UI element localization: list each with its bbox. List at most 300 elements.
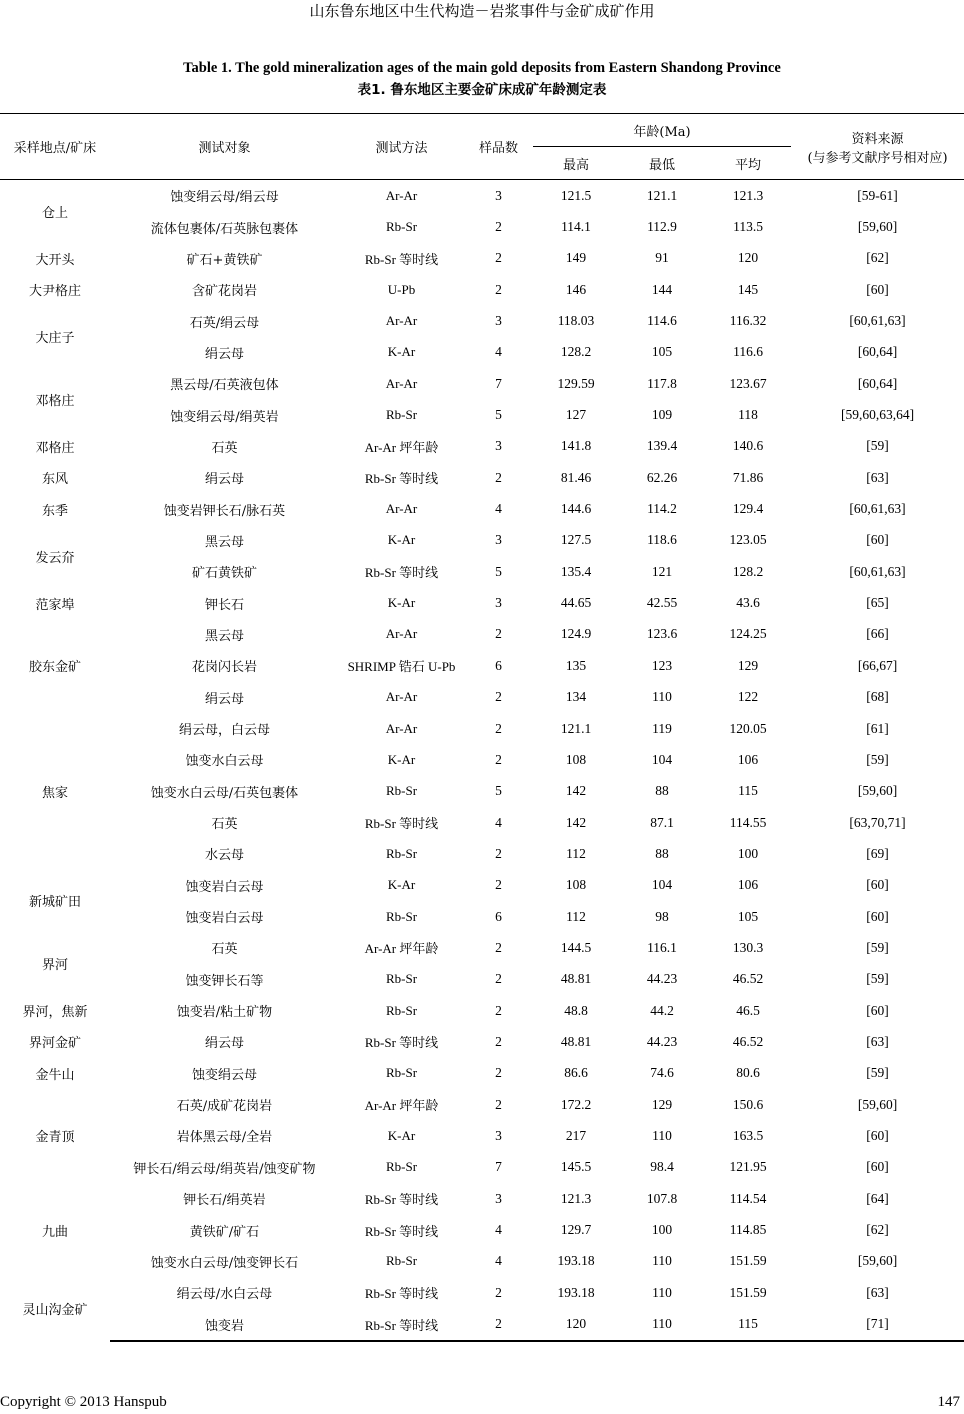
source-cell: [60] — [866, 1002, 889, 1018]
avg-cell: 46.52 — [732, 971, 764, 987]
max-cell: 108 — [565, 877, 587, 893]
object-cell: 岩体黑云母/全岩 — [176, 1130, 273, 1146]
header-min: 最低 — [619, 147, 705, 180]
max-cell: 81.46 — [560, 469, 592, 485]
count-cell: 7 — [495, 375, 502, 391]
header-method: 测试方法 — [339, 114, 464, 180]
object-cell: 蚀变岩白云母 — [185, 879, 264, 895]
method-cell: Rb-Sr — [385, 1002, 418, 1018]
method-cell: SHRIMP 锆石 U-Pb — [347, 659, 456, 675]
count-cell: 2 — [495, 971, 502, 987]
source-cell: [62] — [866, 1222, 889, 1238]
table-row — [0, 431, 964, 462]
max-cell: 217 — [565, 1127, 587, 1143]
avg-cell: 151.59 — [729, 1284, 767, 1300]
method-cell: Ar-Ar 坪年龄 — [364, 1098, 439, 1114]
count-cell: 2 — [495, 626, 502, 642]
site-cell: 界河，焦新 — [22, 1005, 88, 1021]
table-row — [0, 211, 964, 242]
copyright-footer: Copyright © 2013 Hanspub — [0, 1394, 167, 1410]
avg-cell: 163.5 — [732, 1127, 764, 1143]
source-cell: [61] — [866, 720, 889, 736]
avg-cell: 150.6 — [732, 1096, 764, 1112]
max-cell: 141.8 — [560, 438, 592, 454]
max-cell: 121.5 — [560, 187, 592, 203]
count-cell: 5 — [495, 563, 502, 579]
min-cell: 110 — [652, 1284, 672, 1300]
table-row — [0, 1120, 964, 1151]
max-cell: 193.18 — [557, 1284, 595, 1300]
method-cell: Ar-Ar — [385, 626, 418, 642]
avg-cell: 116.6 — [733, 344, 763, 360]
source-cell: [71] — [791, 1308, 964, 1340]
min-cell: 87.1 — [650, 814, 674, 830]
object-cell: 绢云母，白云母 — [178, 723, 270, 739]
page-number: 147 — [937, 1394, 960, 1410]
object-cell: 黑云母/石英液包体 — [170, 378, 279, 394]
method-cell: Ar-Ar — [385, 720, 418, 736]
source-cell: [63] — [866, 1033, 889, 1049]
method-cell: Rb-Sr 等时线 — [364, 471, 439, 487]
object-cell: 绢云母 — [204, 472, 244, 488]
count-cell: 5 — [495, 407, 502, 423]
object-cell: 石英 — [211, 817, 238, 833]
min-cell: 98 — [655, 908, 669, 924]
method-cell: Ar-Ar — [385, 187, 418, 203]
max-cell: 121.3 — [560, 1190, 592, 1206]
header-source-line1: 资料来源 — [851, 131, 904, 147]
min-cell: 117.8 — [647, 375, 677, 391]
table-row — [0, 1152, 964, 1183]
avg-cell: 116.32 — [729, 313, 767, 329]
min-cell: 116.1 — [647, 939, 677, 955]
object-cell: 石英/成矿花岗岩 — [176, 1099, 273, 1115]
max-cell: 135.4 — [560, 563, 592, 579]
site-cell: 邓格庄 — [35, 393, 75, 409]
avg-cell: 71.86 — [732, 469, 764, 485]
header-avg: 平均 — [705, 147, 791, 180]
avg-cell: 120 — [737, 250, 759, 266]
min-cell: 121 — [651, 563, 673, 579]
table-row — [0, 556, 964, 587]
site-cell: 九曲 — [41, 1224, 68, 1240]
method-cell: Rb-Sr — [385, 908, 418, 924]
table-row — [0, 1246, 964, 1277]
max-cell: 134 — [565, 689, 587, 705]
min-cell: 118.6 — [647, 532, 677, 548]
avg-cell: 118 — [738, 407, 758, 423]
site-cell: 金牛山 — [35, 1067, 75, 1083]
avg-cell: 129.4 — [732, 501, 764, 517]
table-row — [0, 587, 964, 618]
object-cell: 花岗闪长岩 — [191, 660, 257, 676]
min-cell: 98.4 — [650, 1159, 674, 1175]
source-cell: [60] — [866, 877, 889, 893]
table-row — [0, 368, 964, 399]
header-count: 样品数 — [464, 114, 533, 180]
object-cell: 流体包裹体/石英脉包裹体 — [150, 221, 299, 237]
table-row — [0, 493, 964, 524]
source-cell: [65] — [866, 595, 889, 611]
max-cell: 193.18 — [557, 1253, 595, 1269]
method-cell: K-Ar — [387, 877, 416, 893]
source-cell: [66,67] — [857, 657, 898, 673]
max-cell: 124.9 — [560, 626, 592, 642]
count-cell: 6 — [495, 908, 502, 924]
method-cell: Rb-Sr 等时线 — [364, 1192, 439, 1208]
table-row — [0, 776, 964, 807]
table-row — [0, 838, 964, 869]
header-max: 最高 — [533, 147, 619, 180]
min-cell: 119 — [652, 720, 672, 736]
table-row — [0, 1308, 964, 1340]
source-cell: [60,61,63] — [849, 501, 906, 517]
method-cell: Rb-Sr 等时线 — [364, 1286, 439, 1302]
method-cell: Ar-Ar — [385, 375, 418, 391]
avg-cell: 43.6 — [736, 595, 760, 611]
max-cell: 127 — [565, 407, 587, 423]
min-cell: 129 — [651, 1096, 673, 1112]
object-cell: 蚀变水白云母/石英包裹体 — [150, 785, 299, 801]
object-cell: 黑云母 — [204, 534, 244, 550]
object-cell: 绢云母 — [204, 691, 244, 707]
avg-cell: 106 — [737, 751, 759, 767]
site-cell: 仓上 — [41, 205, 68, 221]
method-cell: Ar-Ar — [385, 313, 418, 329]
method-cell: Rb-Sr 等时线 — [364, 816, 439, 832]
min-cell: 110 — [652, 1127, 672, 1143]
object-cell: 含矿花岗岩 — [191, 284, 257, 300]
method-cell: Rb-Sr — [385, 407, 418, 423]
method-cell: K-Ar — [387, 751, 416, 767]
method-cell: K-Ar — [387, 532, 416, 548]
method-cell: Rb-Sr — [385, 971, 418, 987]
table-row — [0, 1058, 964, 1089]
count-cell: 4 — [495, 1222, 502, 1238]
header-site: 采样地点/矿床 — [0, 114, 110, 180]
source-cell: [60] — [866, 1127, 889, 1143]
avg-cell: 120.05 — [729, 720, 767, 736]
min-cell: 114.2 — [647, 501, 677, 517]
object-cell: 蚀变岩/粘土矿物 — [176, 1005, 273, 1021]
table-row — [0, 337, 964, 368]
max-cell: 120 — [533, 1308, 619, 1340]
avg-cell: 46.5 — [736, 1002, 760, 1018]
count-cell: 2 — [495, 877, 502, 893]
max-cell: 144.5 — [560, 939, 592, 955]
site-cell: 灵山沟金矿 — [22, 1303, 88, 1319]
count-cell: 6 — [495, 657, 502, 673]
object-cell: 矿石黄铁矿 — [191, 566, 257, 582]
table-row — [0, 870, 964, 901]
count-cell: 3 — [495, 313, 502, 329]
min-cell: 44.2 — [650, 1002, 674, 1018]
source-cell: [59] — [866, 438, 889, 454]
max-cell: 146 — [565, 281, 587, 297]
min-cell: 44.23 — [646, 971, 678, 987]
method-cell: Rb-Sr — [385, 1253, 418, 1269]
table-row — [0, 525, 964, 556]
avg-cell: 124.25 — [729, 626, 767, 642]
source-cell: [63] — [866, 1284, 889, 1300]
min-cell: 42.55 — [646, 595, 678, 611]
site-cell: 大庄子 — [35, 331, 75, 347]
site-cell: 东季 — [41, 503, 68, 519]
min-cell: 121.1 — [646, 187, 678, 203]
table-row — [0, 1277, 964, 1308]
avg-cell: 129 — [737, 657, 759, 673]
source-cell: [59,60] — [857, 219, 898, 235]
table-row — [0, 744, 964, 775]
count-cell: 3 — [495, 1127, 502, 1143]
method-cell: Ar-Ar 坪年龄 — [364, 941, 439, 957]
count-cell: 2 — [464, 1308, 533, 1340]
source-cell: [60] — [866, 532, 889, 548]
count-cell: 2 — [495, 1284, 502, 1300]
site-cell: 范家埠 — [35, 597, 75, 613]
min-cell: 100 — [651, 1222, 673, 1238]
min-cell: 112.9 — [647, 219, 677, 235]
header-age: 年龄(Ma) — [533, 114, 791, 147]
max-cell: 142 — [565, 783, 587, 799]
max-cell: 144.6 — [560, 501, 592, 517]
min-cell: 88 — [655, 845, 669, 861]
max-cell: 112 — [566, 845, 586, 861]
count-cell: 3 — [495, 187, 502, 203]
count-cell: 2 — [495, 250, 502, 266]
min-cell: 74.6 — [650, 1065, 674, 1081]
site-cell: 大尹格庄 — [28, 284, 81, 300]
object-cell: 黑云母 — [204, 628, 244, 644]
avg-cell: 113.5 — [733, 219, 763, 235]
object-cell: 蚀变水白云母/蚀变钾长石 — [150, 1255, 299, 1271]
avg-cell: 106 — [737, 877, 759, 893]
max-cell: 112 — [566, 908, 586, 924]
max-cell: 129.7 — [560, 1222, 592, 1238]
source-cell: [59-61] — [857, 187, 898, 203]
table-row — [0, 305, 964, 336]
count-cell: 3 — [495, 532, 502, 548]
source-cell: [59,60,63,64] — [840, 407, 915, 423]
avg-cell: 105 — [737, 908, 759, 924]
source-cell: [59] — [866, 751, 889, 767]
method-cell: Rb-Sr — [385, 219, 418, 235]
site-cell: 焦家 — [41, 785, 68, 801]
source-cell: [60] — [866, 1159, 889, 1175]
max-cell: 172.2 — [560, 1096, 592, 1112]
min-cell: 109 — [651, 407, 673, 423]
table-row — [0, 932, 964, 963]
source-cell: [60,61,63] — [849, 313, 906, 329]
table-row — [0, 243, 964, 274]
avg-cell: 151.59 — [729, 1253, 767, 1269]
method-cell: Rb-Sr 等时线 — [364, 565, 439, 581]
source-cell: [60,64] — [857, 375, 898, 391]
min-cell: 110 — [652, 1253, 672, 1269]
table-row — [0, 619, 964, 650]
avg-cell: 123.05 — [729, 532, 767, 548]
max-cell: 129.59 — [557, 375, 595, 391]
object-cell: 蚀变岩白云母 — [185, 911, 264, 927]
count-cell: 2 — [495, 939, 502, 955]
object-cell: 黄铁矿/矿石 — [189, 1224, 260, 1240]
method-cell: Ar-Ar — [385, 501, 418, 517]
min-cell: 110 — [652, 689, 672, 705]
method-cell: K-Ar — [387, 1127, 416, 1143]
site-cell: 界河 — [41, 958, 68, 974]
table-row — [0, 1089, 964, 1120]
source-cell: [59] — [866, 971, 889, 987]
avg-cell: 122 — [737, 689, 759, 705]
min-cell: 123.6 — [646, 626, 678, 642]
count-cell: 2 — [495, 1002, 502, 1018]
table-row — [0, 1183, 964, 1214]
source-cell: [60,64] — [857, 344, 898, 360]
count-cell: 2 — [495, 281, 502, 297]
max-cell: 118.03 — [557, 313, 595, 329]
site-cell: 东风 — [41, 472, 68, 488]
avg-cell: 128.2 — [732, 563, 764, 579]
avg-cell: 115 — [705, 1308, 791, 1340]
method-cell: Ar-Ar 坪年龄 — [364, 439, 439, 455]
source-cell: [59] — [866, 939, 889, 955]
avg-cell: 121.3 — [732, 187, 764, 203]
max-cell: 44.65 — [560, 595, 592, 611]
source-cell: [59,60] — [857, 783, 898, 799]
max-cell: 142 — [565, 814, 587, 830]
table-row — [0, 682, 964, 713]
min-cell: 104 — [651, 751, 673, 767]
count-cell: 4 — [495, 1253, 502, 1269]
min-cell: 104 — [651, 877, 673, 893]
table-row — [0, 180, 964, 212]
source-cell: [68] — [866, 689, 889, 705]
count-cell: 5 — [495, 783, 502, 799]
method-cell: Rb-Sr 等时线 — [339, 1308, 464, 1340]
method-cell: Rb-Sr — [385, 783, 418, 799]
object-cell: 钾长石 — [204, 597, 244, 613]
min-cell: 91 — [655, 250, 669, 266]
count-cell: 2 — [495, 689, 502, 705]
avg-cell: 145 — [737, 281, 759, 297]
max-cell: 135 — [565, 657, 587, 673]
table-row — [0, 650, 964, 681]
avg-cell: 115 — [738, 783, 758, 799]
source-cell: [60] — [866, 908, 889, 924]
method-cell: Rb-Sr — [385, 845, 418, 861]
table-row — [0, 964, 964, 995]
min-cell: 88 — [655, 783, 669, 799]
count-cell: 2 — [495, 845, 502, 861]
count-cell: 2 — [495, 751, 502, 767]
max-cell: 48.81 — [560, 1033, 592, 1049]
source-cell: [64] — [866, 1190, 889, 1206]
object-cell: 绢云母/水白云母 — [176, 1287, 273, 1303]
method-cell: K-Ar — [387, 595, 416, 611]
header-source — [791, 114, 964, 180]
source-cell: [63,70,71] — [849, 814, 906, 830]
method-cell: U-Pb — [387, 281, 416, 297]
object-cell: 石英/绢云母 — [189, 315, 260, 331]
max-cell: 128.2 — [560, 344, 592, 360]
source-cell: [59,60] — [857, 1096, 898, 1112]
source-cell: [60] — [866, 281, 889, 297]
max-cell: 127.5 — [560, 532, 592, 548]
avg-cell: 140.6 — [732, 438, 764, 454]
site-cell: 发云夼 — [35, 550, 75, 566]
avg-cell: 46.52 — [732, 1033, 764, 1049]
table-caption-en: Table 1. The gold mineralization ages of the main gold deposits from Eastern Shandong Province — [183, 60, 781, 76]
avg-cell: 130.3 — [732, 939, 764, 955]
object-cell: 蚀变绢云母 — [191, 1067, 257, 1083]
count-cell: 2 — [495, 1033, 502, 1049]
header-source-line2: (与参考文献序号相对应) — [807, 150, 948, 166]
max-cell: 114.1 — [561, 219, 591, 235]
min-cell: 114.6 — [647, 313, 677, 329]
source-cell: [60,61,63] — [849, 563, 906, 579]
method-cell: Rb-Sr 等时线 — [364, 1223, 439, 1239]
header-object: 测试对象 — [110, 114, 339, 180]
method-cell: Rb-Sr 等时线 — [364, 1035, 439, 1051]
source-cell: [62] — [866, 250, 889, 266]
min-cell: 105 — [651, 344, 673, 360]
avg-cell: 100 — [737, 845, 759, 861]
object-cell: 钾长石/绢英岩 — [183, 1193, 266, 1209]
count-cell: 2 — [495, 1096, 502, 1112]
min-cell: 110 — [619, 1308, 705, 1340]
table-row — [0, 1214, 964, 1245]
count-cell: 7 — [495, 1159, 502, 1175]
site-cell: 界河金矿 — [28, 1036, 81, 1052]
min-cell: 62.26 — [646, 469, 678, 485]
max-cell: 149 — [565, 250, 587, 266]
gold-age-table — [0, 113, 964, 1342]
method-cell: Rb-Sr 等时线 — [364, 251, 439, 267]
max-cell: 121.1 — [560, 720, 592, 736]
source-cell: [63] — [866, 469, 889, 485]
object-cell: 石英 — [211, 942, 238, 958]
avg-cell: 123.67 — [729, 375, 767, 391]
site-cell: 新城矿田 — [28, 895, 81, 911]
object-cell: 蚀变绢云母/绢英岩 — [170, 409, 279, 425]
avg-cell: 80.6 — [736, 1065, 760, 1081]
count-cell: 2 — [495, 219, 502, 235]
table-row — [0, 995, 964, 1026]
object-cell: 绢云母 — [204, 1036, 244, 1052]
source-cell: [69] — [866, 845, 889, 861]
count-cell: 2 — [495, 720, 502, 736]
site-cell: 胶东金矿 — [28, 660, 81, 676]
site-cell: 大开头 — [35, 252, 75, 268]
method-cell: Rb-Sr — [385, 1159, 418, 1175]
count-cell: 4 — [495, 814, 502, 830]
max-cell: 48.81 — [560, 971, 592, 987]
count-cell: 2 — [495, 1065, 502, 1081]
table-row — [0, 807, 964, 838]
table-row — [0, 274, 964, 305]
avg-cell: 114.55 — [729, 814, 767, 830]
count-cell: 4 — [495, 501, 502, 517]
object-cell: 蚀变绢云母/绢云母 — [170, 190, 279, 206]
method-cell: K-Ar — [387, 344, 416, 360]
object-cell: 蚀变岩钾长石/脉石英 — [163, 503, 286, 519]
source-cell: [66] — [866, 626, 889, 642]
min-cell: 123 — [651, 657, 673, 673]
count-cell: 2 — [495, 469, 502, 485]
avg-cell: 114.85 — [729, 1222, 767, 1238]
table-caption-zh: 表1. 鲁东地区主要金矿床成矿年龄测定表 — [357, 82, 607, 98]
max-cell: 145.5 — [560, 1159, 592, 1175]
